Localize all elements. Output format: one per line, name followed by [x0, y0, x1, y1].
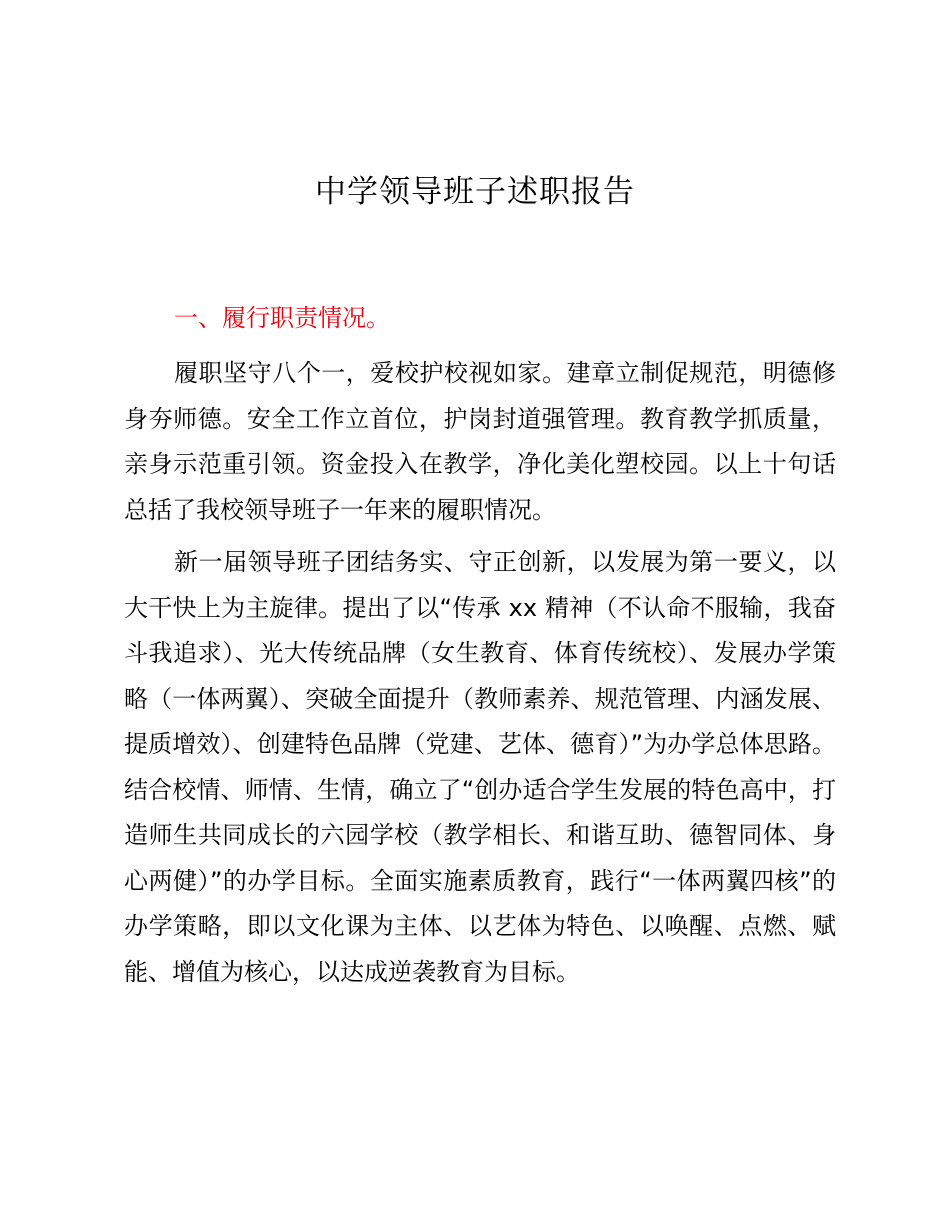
section-heading: 一、履行职责情况。: [174, 304, 390, 332]
body-paragraph: 新一届领导班子团结务实、守正创新，以发展为第一要义，以大干快上为主旋律。提出了以“传承 xx 精神（不认命不服输，我奋斗我追求）、光大传统品牌（女生教育、体育传统校）、发展办学策略（一体两翼）、突破全面提升（教师素养、规范管理、内涵发展、提质增效）、创建特色品牌（党建、艺体、德育）”为办学总体思路。结合校情、师情、生情，确立了“创办适合学生发展的特色高中，打造师生共同成长的六园学校（教学相长、和谐互助、德智同体、身心两健）”的办学目标。全面实施素质教育，践行“一体两翼四核”的办学策略，即以文化课为主体、以艺体为特色、以唤醒、点燃、赋能、增值为核心，以达成逆袭教育为目标。: [124, 548, 836, 986]
body-paragraph: 履职坚守八个一，爱校护校视如家。建章立制促规范，明德修身夯师德。安全工作立首位，护岗封道强管理。教育教学抓质量，亲身示范重引领。资金投入在教学，净化美化塑校园。以上十句话总括了我校领导班子一年来的履职情况。: [124, 359, 836, 524]
document-title: 中学领导班子述职报告: [315, 174, 635, 210]
